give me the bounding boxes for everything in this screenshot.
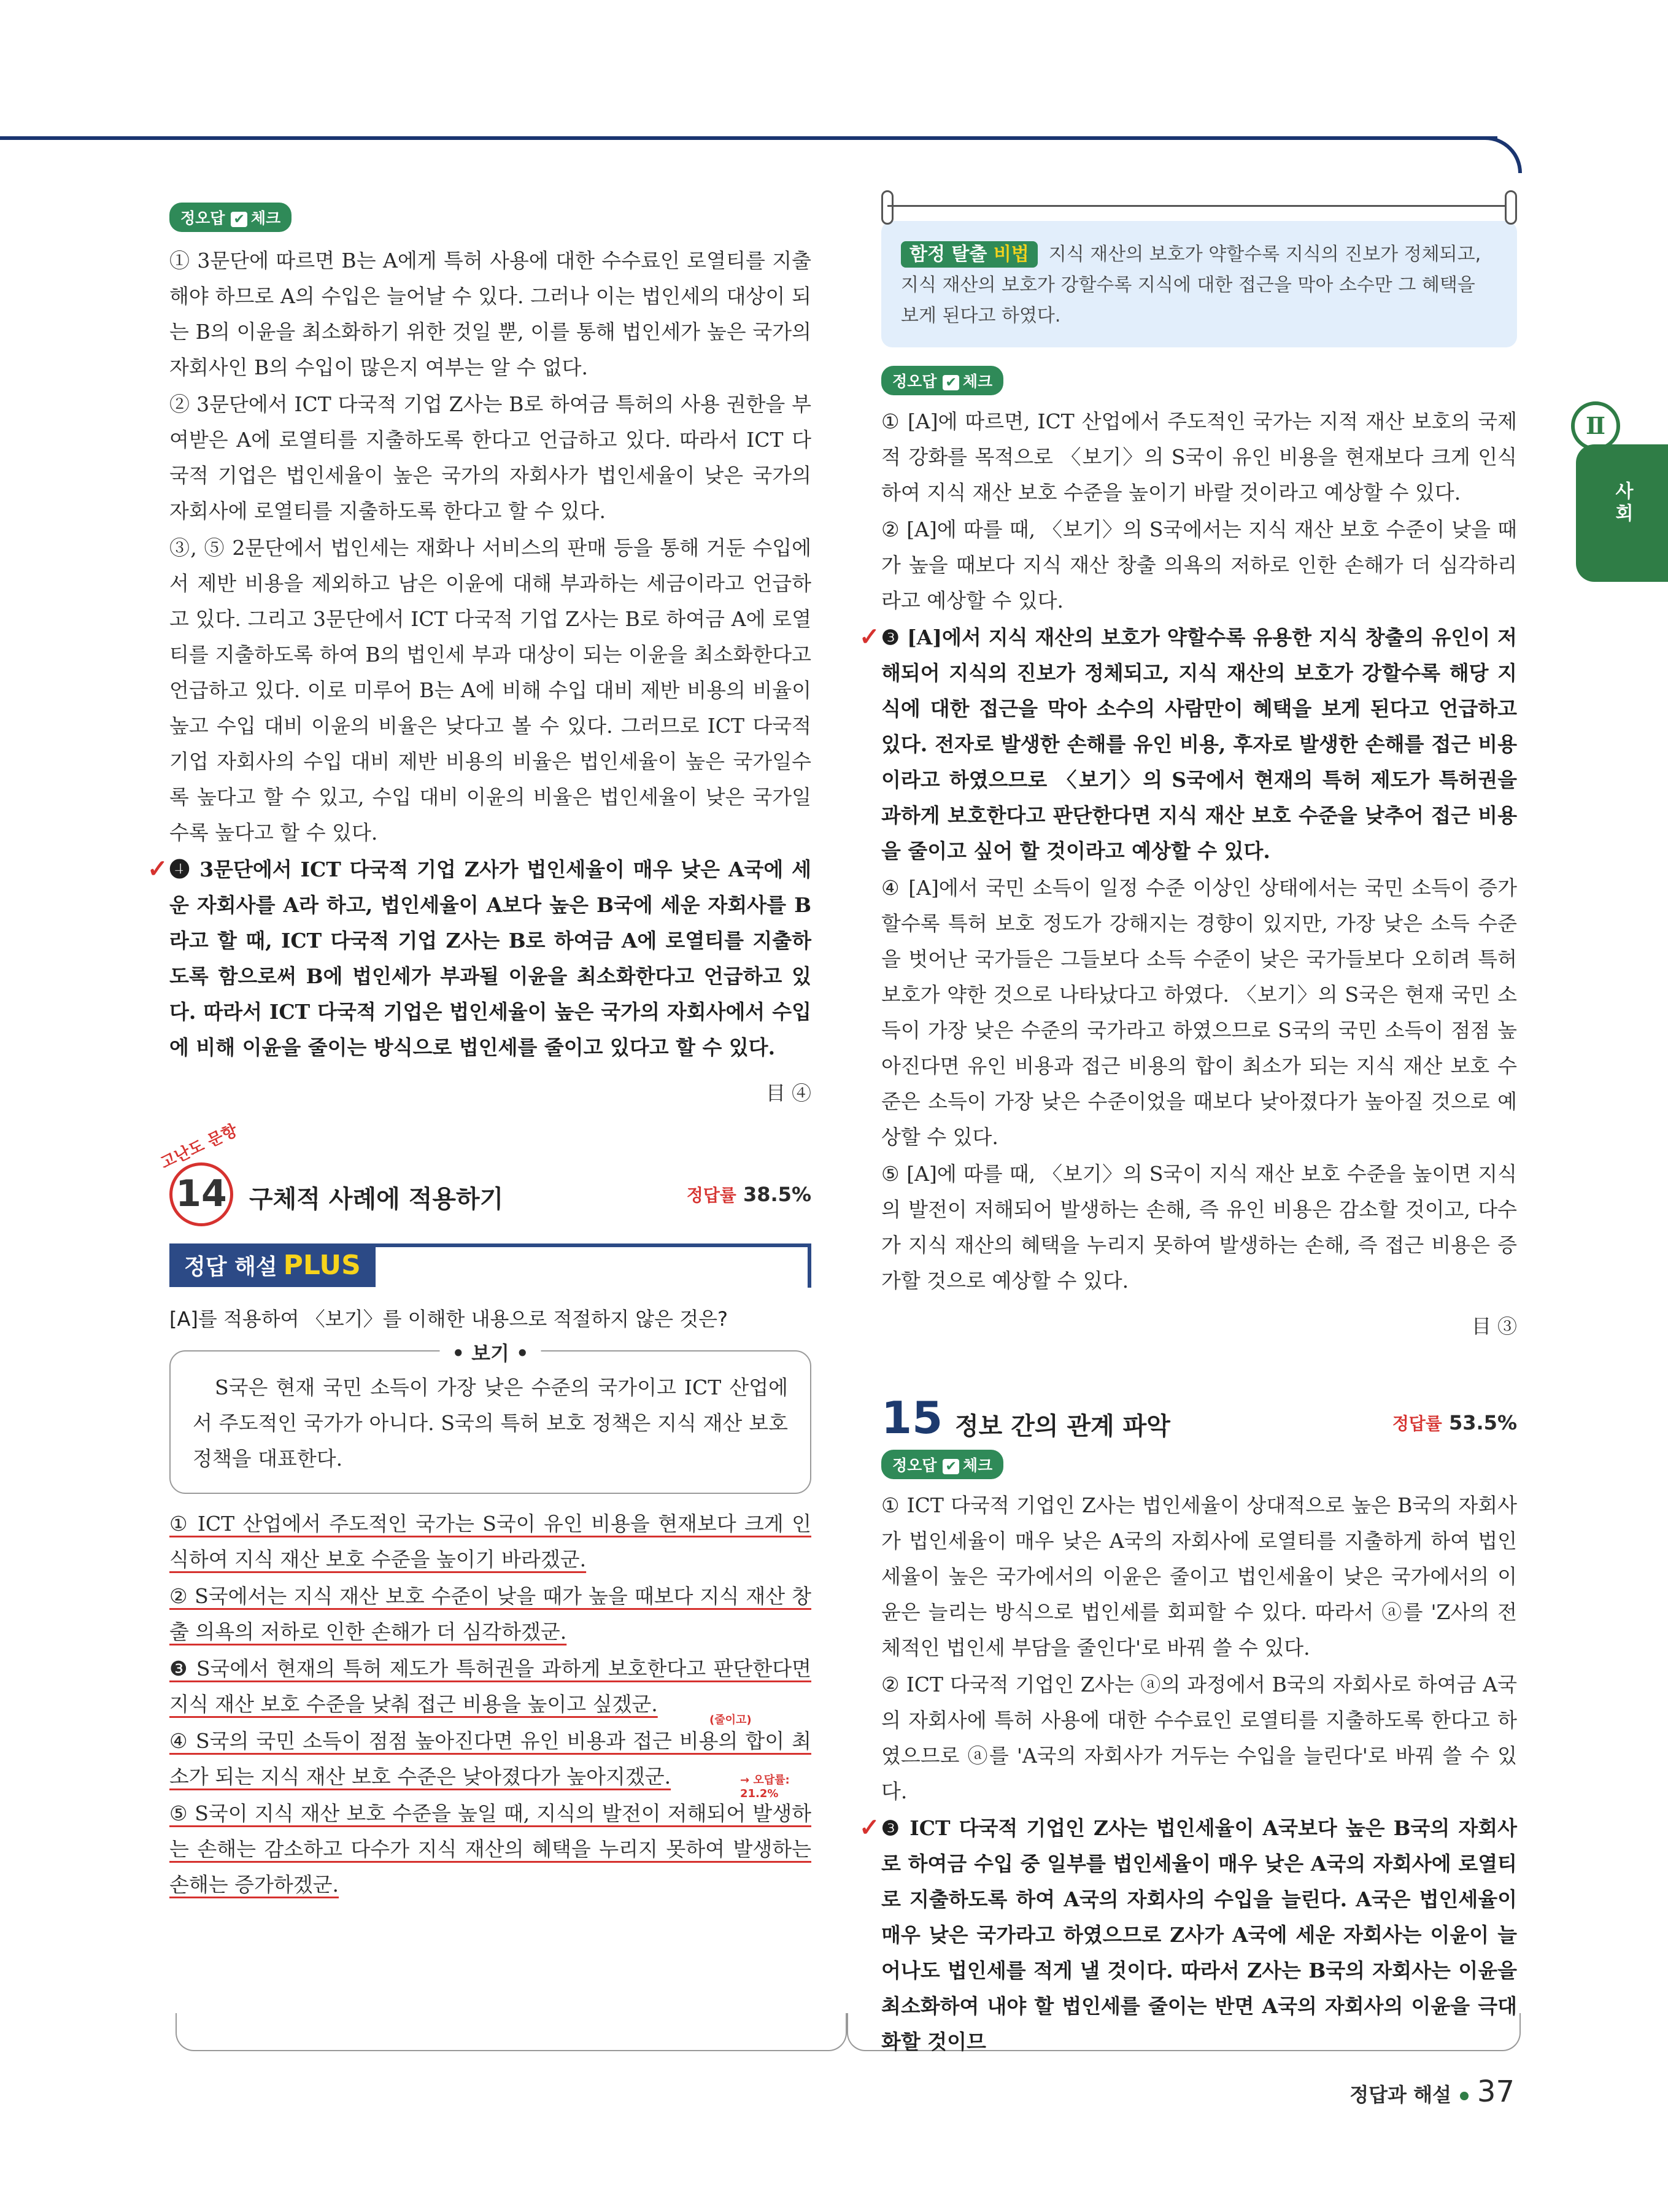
q13-correct-option: ❹ 3문단에서 ICT 다국적 기업 Z사가 법인세율이 매우 낮은 A국에 세운 자회사를 A라 하고, 법인세율이 A보다 높은 B국에 세운 자회사를 B라고 할 때, ICT 다국적 기업 Z사는 B로 하여금 A에 로열티를 지출하도록 함으로써 B에 법인세가 부과될 이윤을 최소화한다고 언급하고 있다. 따라서 ICT 다국적 기업은 법인세율이 높은 국가의 자회사에서 수입에 비해 이윤을 줄이는 방식으로 법인세를 줄이고 있다고 할 수 있다. [169,857,811,1059]
check-icon: ✔ [231,212,247,227]
binder-ring-right [1505,190,1517,225]
note-wrong-rate: → 오답률: 21.2% [740,1774,790,1800]
binder-ring-left [881,190,894,225]
q13-option-1: ① 3문단에 따르면 B는 A에게 특허 사용에 대한 수수료인 로열티를 지출해야 하므로 A의 수입은 늘어날 수 있다. 그러나 이는 법인세의 대상이 되는 B의 이윤을 최소화하기 위한 것일 뿐, 이를 통해 법인세가 높은 국가의 자회사인 B의 수입이 많은지 여부는 알 수 없다. [169,249,811,379]
unit-roman-numeral: Ⅱ [1571,401,1620,451]
q14-rate-label: 정답률 [686,1185,736,1205]
trap-tag [901,241,1038,268]
q14-option-5 [169,1796,811,1903]
q14-explain-1: ① [A]에 따르면, ICT 산업에서 주도적인 국가는 지적 재산 보호의 국제적 강화를 목적으로 〈보기〉의 S국이 유인 비용을 현재보다 크게 인식하여 지식 재산 보호 수준을 높이기 바랄 것이라고 예상할 수 있다. [881,409,1517,505]
q15-rate-label: 정답률 [1392,1413,1442,1434]
check-icon-2: ✔ [943,375,959,390]
example-box [169,1342,811,1494]
top-rule-curve [1485,136,1522,173]
trap-escape-box [881,221,1517,347]
q14-option-1 [169,1506,811,1577]
q14-title: 구체적 사례에 적용하기 [249,1185,504,1213]
q14-header [158,1121,811,1226]
q15-explain-correct: ❸ ICT 다국적 기업인 Z사는 법인세율이 A국보다 높은 B국의 자회사로 하여금 수입 중 일부를 법인세율이 매우 낮은 A국의 자회사에 로열티로 지출하도록 하여 A국의 자회사의 수입을 늘린다. A국은 법인세율이 매우 낮은 국가라고 하였으므로 Z사가 A국에 세운 자회사는 이윤이 늘어나도 법인세를 적게 낼 것이다. 따라서 Z사는 B국의 자회사는 이윤을 최소화하여 내야 할 법인세를 줄이는 반면 A국의 자회사의 이윤을 극대화할 것이므 [881,1816,1517,2054]
check-icon-3: ✔ [943,1459,959,1474]
top-rule [0,136,1497,140]
tag-label-2: 정오답 [892,373,937,390]
tag-label-3: 정오답 [892,1456,937,1474]
q14-explain-4: ④ [A]에서 국민 소득이 일정 수준 이상인 상태에서는 국민 소득이 증가할수록 특허 보호 정도가 강해지는 경향이 있지만, 가장 낮은 소득 수준을 벗어난 국가들은 그들보다 소득 수준이 낮은 국가들보다 오히려 특허 보호가 약한 것으로 나타났다고 하였다. 〈보기〉의 S국은 현재 국민 소득이 가장 낮은 수준의 국가라고 하였으므로 S국의 국민 소득이 점점 높아진다면 유인 비용과 접근 비용의 합이 최소가 되는 지식 재산 보호 수준은 소득이 가장 낮은 수준이었을 때보다 낮아졌다가 높아질 것으로 예상할 수 있다. [881,876,1517,1149]
q14-option-4-text: ④ S국의 국민 소득이 점점 높아진다면 유인 비용과 접근 비용의 합이 최소가 되는 지식 재산 보호 수준은 낮아졌다가 높아지겠군. [169,1729,811,1789]
q15-header [881,1388,1517,1450]
correct-mark-icon-2: ✓ [859,622,880,651]
footer-label: 정답과 해설 [1349,2083,1451,2106]
q14-explain-correct: ❸ [A]에서 지식 재산의 보호가 약할수록 유용한 지식 창출의 유인이 저해되어 지식의 진보가 정체되고, 지식 재산의 보호가 강할수록 해당 지식에 대한 접근을 막아 소수의 사람만이 혜택을 보게 된다고 언급하고 있다. 전자로 발생한 손해를 유인 비용, 후자로 발생한 손해를 접근 비용이라고 하였으므로 〈보기〉의 S국에서 현재의 특허 제도가 특허권을 과하게 보호한다고 판단한다면 지식 재산 보호 수준을 낮추어 접근 비용을 줄이고 싶어 할 것이라고 예상할 수 있다. [881,625,1517,863]
q15-rate [1392,1410,1517,1435]
q14-explain-5: ⑤ [A]에 따를 때, 〈보기〉의 S국이 지식 재산 보호 수준을 높이면 지식의 발전이 저해되어 발생하는 손해, 즉 유인 비용은 감소할 것이고, 다수가 지식 재산의 혜택을 누리지 못하여 발생하는 손해, 즉 접근 비용은 증가할 것으로 예상할 수 있다. [881,1162,1517,1293]
trap-tag-text: 함정 탈출 [909,244,987,265]
example-box-label-text: 보기 [471,1342,509,1365]
q15-explain-2: ② ICT 다국적 기업인 Z사는 ⓐ의 과정에서 B국의 자회사로 하여금 A국의 자회사에 특허 사용에 대한 수수료인 로열티를 지출하도록 한다고 하였으므로 ⓐ를 'A국의 자회사가 거두는 수입을 늘린다'로 바꿔 쓸 수 있다. [881,1673,1517,1803]
correctness-check-tag [169,203,292,232]
subject-tab-label: 사회 [1612,481,1633,525]
q13-answer: 目 ④ [765,1081,811,1105]
correctness-check-tag-2 [881,366,1003,395]
footer-dot [1460,2092,1469,2100]
q14-option-5-text: ⑤ S국이 지식 재산 보호 수준을 높일 때, 지식의 발전이 저해되어 발생하는 손해는 감소하고 다수가 지식 재산의 혜택을 누리지 못하여 발생하는 손해는 증가하겠군. [169,1801,811,1897]
page-footer [1349,2075,1515,2109]
left-column [147,203,811,1904]
tag-label: 정오답 [180,209,225,227]
right-column [859,184,1517,2061]
binder-line [887,205,1511,207]
q15-rate-value: 53.5% [1448,1411,1517,1434]
page-number: 37 [1477,2075,1515,2109]
tag-check-label-2: 체크 [962,373,993,390]
plus-bar [169,1243,811,1288]
q14-number-circle [169,1162,233,1226]
tag-check-label: 체크 [250,209,281,227]
q14-explain-2: ② [A]에 따를 때, 〈보기〉의 S국에서는 지식 재산 보호 수준이 낮을 때가 높을 때보다 지식 재산 창출 의욕의 저하로 인한 손해가 더 심각하리라고 예상할 수 있다. [881,517,1517,613]
note-reduce: (줄이고) [709,1714,752,1727]
binder-rings [881,184,1517,221]
q15-title: 정보 간의 관계 파악 [955,1412,1170,1441]
correct-mark-icon-3: ✓ [859,1813,880,1842]
q14-option-4 [169,1723,811,1795]
correctness-check-tag-3 [881,1450,1003,1479]
plus-word: PLUS [283,1250,361,1281]
q14-question: [A]를 적용하여 〈보기〉를 이해한 내용으로 적절하지 않은 것은? [169,1307,728,1331]
q14-answer: 目 ③ [1471,1315,1517,1338]
plus-label [169,1243,376,1287]
q15-number: 15 [881,1392,943,1444]
q13-option-2: ② 3문단에서 ICT 다국적 기업 Z사는 B로 하여금 특허의 사용 권한을 부여받은 A에 로열티를 지출하도록 한다고 언급하고 있다. 따라서 ICT 다국적 기업은 법인세율이 높은 국가의 자회사가 법인세율이 낮은 국가의 자회사에 로열티를 지출하도록 한다고 할 수 있다. [169,392,811,523]
q15-explain-1: ① ICT 다국적 기업인 Z사는 법인세율이 상대적으로 높은 B국의 자회사가 법인세율이 매우 낮은 A국의 자회사에 로열티를 지출하게 하여 법인세율이 높은 국가에서의 이윤은 줄이고 법인세율이 낮은 국가에서의 이윤은 늘리는 방식으로 법인세를 회피할 수 있다. 따라서 ⓐ를 'Z사의 전체적인 법인세 부담을 줄인다'로 바꿔 쓸 수 있다. [881,1493,1517,1660]
q13-option-3-5: ③, ⑤ 2문단에서 법인세는 재화나 서비스의 판매 등을 통해 거둔 수입에서 제반 비용을 제외하고 남은 이윤에 대해 부과하는 세금이라고 언급하고 있다. 그리고 3문단에서 ICT 다국적 기업 Z사는 B로 하여금 A에 로열티를 지출하도록 하여 B의 법인세 부과 대상이 되는 이윤을 최소화한다고 언급하고 있다. 이로 미루어 B는 A에 비해 수입 대비 제반 비용의 비율이 높고 수입 대비 이윤의 비율은 낮다고 볼 수 있다. 그러므로 ICT 다국적 기업 자회사의 수입 대비 제반 비용의 비율은 법인세율이 높은 국가일수록 높다고 할 수 있고, 수입 대비 이윤의 비율은 법인세율이 낮은 국가일수록 높다고 할 수 있다. [169,536,811,845]
q14-option-2 [169,1579,811,1650]
q14-rate [687,1182,811,1207]
q14-rate-value: 38.5% [743,1183,811,1206]
plus-label-text: 정답 해설 [184,1255,277,1280]
example-box-text: S국은 현재 국민 소득이 가장 낮은 수준의 국가이고 ICT 산업에서 주도적인 국가가 아니다. S국의 특허 보호 정책은 지식 재산 보호 정책을 대표한다. [193,1375,788,1471]
tag-check-label-3: 체크 [962,1456,993,1474]
correct-mark-icon: ✓ [147,854,168,883]
q14-hard-badge: 고난도 문항 [158,1121,241,1173]
trap-text: 지식 재산의 보호가 약할수록 지식의 진보가 정체되고, 지식 재산의 보호가 강할수록 지식에 대한 접근을 막아 소수만 그 혜택을 보게 된다고 하였다. [901,244,1481,327]
trap-tag-secret: 비법 [993,244,1029,265]
q14-option-2-text: ② S국에서는 지식 재산 보호 수준이 낮을 때가 높을 때보다 지식 재산 창출 의욕의 저하로 인한 손해가 더 심각하겠군. [169,1584,811,1644]
q14-option-1-text: ① ICT 산업에서 주도적인 국가는 S국이 유인 비용을 현재보다 크게 인식하여 지식 재산 보호 수준을 높이기 바라겠군. [169,1512,811,1571]
example-box-label: • 보기 • [439,1338,541,1366]
q14-number: 14 [176,1172,227,1215]
left-column-bracket [176,2013,847,2051]
q14-option-3-text: ❸ S국에서 현재의 특허 제도가 특허권을 과하게 보호한다고 판단한다면 지식 재산 보호 수준을 낮춰 접근 비용을 높이고 싶겠군. [169,1657,811,1716]
subject-tab [1576,444,1668,582]
